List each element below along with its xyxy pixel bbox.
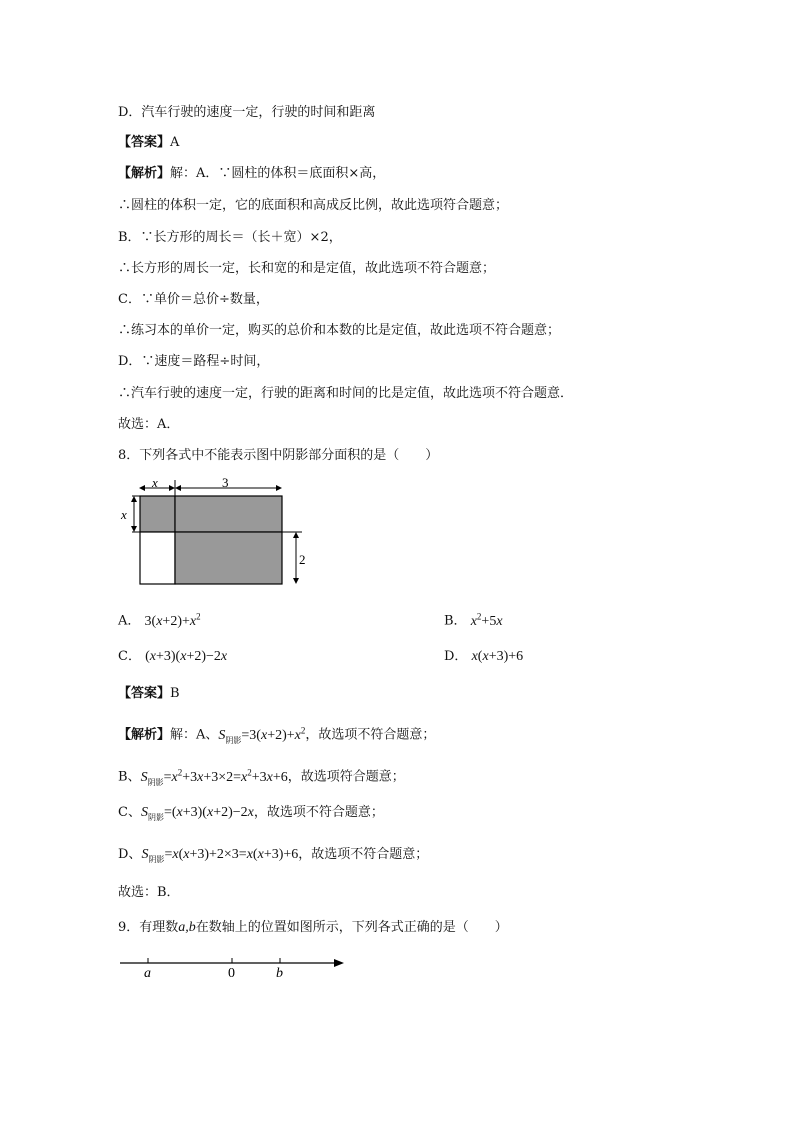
shade-subscript: 阴影	[147, 812, 164, 822]
analysis-8-line-a	[118, 721, 435, 749]
answer-7	[118, 134, 179, 152]
label-2: 2	[299, 552, 306, 567]
answer-label: 【答案】	[118, 686, 171, 701]
answer-value: A	[170, 135, 180, 150]
question-vars	[178, 920, 196, 935]
option-label: B．	[444, 613, 467, 629]
analysis-7-line-6: ∴练习本的单价一定，购买的总价和本数的比是定值，故此选项不符合题意；	[118, 323, 561, 338]
analysis-text: 解：A、	[170, 727, 219, 743]
analysis-text: D、	[118, 847, 142, 862]
point-b-label: b	[276, 966, 283, 981]
option-expr: (x+3)(x+2)−2x	[145, 649, 228, 664]
option-8-b	[444, 607, 503, 631]
analysis-7-line-7: D．∵速度＝路程÷时间，	[118, 354, 270, 369]
option-expr: $3(x+2)+x^2$	[144, 611, 201, 629]
answer-label: 【答案】	[118, 135, 171, 150]
analysis-8-line-b	[118, 763, 405, 791]
expr-d: $S_{阴影}=x(x+3)+2\times 3=x(x+3)+6$	[141, 847, 299, 864]
option-expr: $x^2+5x$	[470, 611, 503, 629]
shade-subscript: 阴影	[147, 777, 164, 787]
analysis-label: 【解析】	[118, 166, 171, 181]
analysis-text: B、	[118, 769, 141, 785]
analysis-7-line-2: ∴圆柱的体积一定，它的底面积和高成反比例，故此选项符合题意；	[118, 198, 509, 213]
answer-8	[118, 685, 180, 703]
analysis-text: ，故选项不符合题意；	[298, 847, 429, 862]
analysis-text: ，故选项不符合题意；	[305, 727, 436, 743]
shaded-top-left	[140, 496, 175, 532]
analysis-8-end: 故选：B．	[118, 885, 180, 900]
blank-bottom-left	[140, 532, 175, 584]
option-label: C．	[118, 649, 141, 664]
origin-label: 0	[228, 966, 235, 981]
analysis-7-line-9: 故选：A．	[118, 417, 180, 432]
analysis-7-line-8: ∴汽车行驶的速度一定，行驶的距离和时间的比是定值，故此选项不符合题意．	[118, 386, 574, 401]
shaded-bottom-right	[175, 532, 282, 584]
analysis-7-line-3: B．∵长方形的周长＝（长＋宽）×2，	[118, 230, 342, 245]
option-label: A．	[118, 613, 141, 629]
option-expr: x(x+3)+6	[471, 649, 524, 664]
analysis-7-line-1	[118, 165, 385, 183]
option-8-a	[118, 607, 201, 631]
analysis-7-line-5: C．∵单价＝总价÷数量，	[118, 292, 269, 307]
question-text: 9．有理数	[118, 920, 179, 935]
analysis-8-line-d	[118, 846, 428, 869]
analysis-text: 解：A．∵圆柱的体积＝底面积×高，	[170, 166, 386, 181]
q7-option-d: D．汽车行驶的速度一定，行驶的时间和距离	[118, 105, 376, 120]
question-9	[118, 919, 508, 937]
label-3: 3	[222, 475, 229, 490]
point-a-label: a	[144, 966, 151, 981]
analysis-label: 【解析】	[118, 727, 171, 743]
shade-subscript: 阴影	[225, 735, 242, 745]
expr-b: $S_{阴影}=x^2+3x+3\times 2=x^2+3x+6$	[140, 767, 288, 787]
shaded-top-right	[175, 496, 282, 532]
analysis-text: ，故选项符合题意；	[287, 769, 405, 785]
option-8-d	[444, 648, 523, 666]
option-8-c	[118, 648, 227, 666]
label-x-top: x	[152, 475, 158, 490]
analysis-text: C、	[118, 805, 141, 820]
analysis-7-line-4: ∴长方形的周长一定，长和宽的和是定值，故此选项不符合题意；	[118, 261, 496, 276]
vars-text: a,b	[178, 920, 196, 935]
number-line	[118, 950, 350, 984]
expr-c: $S_{阴影}=(x+3)(x+2)-2x$	[140, 805, 254, 822]
shade-subscript: 阴影	[148, 854, 165, 864]
label-x-left: x	[121, 507, 127, 522]
expr-a: $S_{阴影}=3(x+2)+x^2$	[218, 725, 306, 745]
area-figure	[118, 474, 318, 592]
option-label: D．	[444, 649, 468, 664]
analysis-8-line-c	[118, 804, 384, 827]
answer-value: B	[170, 686, 180, 701]
question-text: 在数轴上的位置如图所示，下列各式正确的是（ ）	[195, 920, 508, 935]
question-8: 8．下列各式中不能表示图中阴影部分面积的是（ ）	[118, 448, 439, 463]
analysis-text: ，故选项不符合题意；	[253, 805, 384, 820]
